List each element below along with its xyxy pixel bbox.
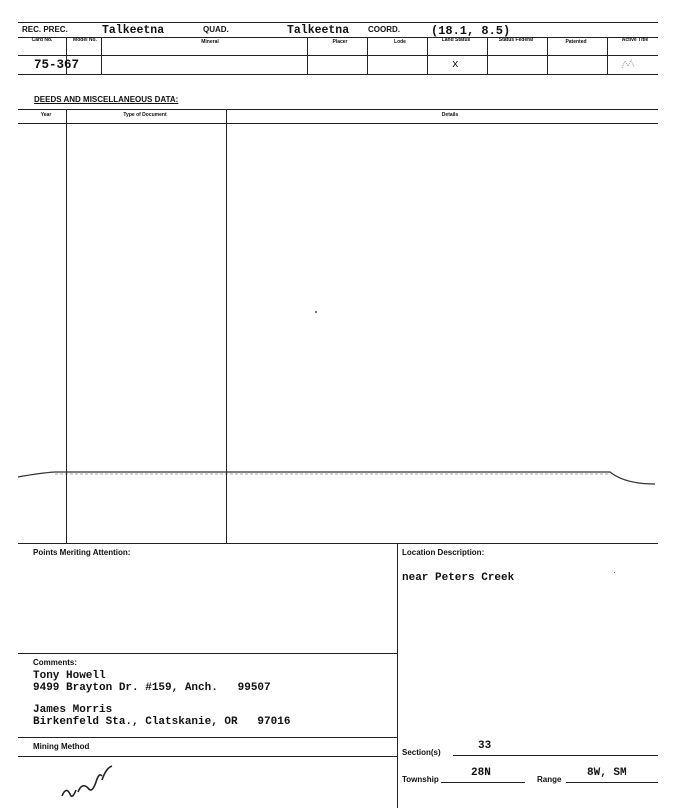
mining-method-label: Mining Method: [33, 742, 90, 751]
col-mineral: Mineral: [201, 39, 219, 45]
range-value: 8W, SM: [587, 767, 627, 779]
col-card-no: Card No.: [31, 37, 53, 43]
location-description-value: near Peters Creek: [402, 572, 515, 584]
deeds-title: DEEDS AND MISCELLANEOUS DATA:: [34, 95, 179, 104]
rec-prec-label: REC. PREC.: [22, 25, 68, 34]
speck: [315, 311, 317, 313]
col-status-federal: Status Federal: [498, 37, 534, 43]
fold-line: [0, 462, 678, 490]
coord-value: (18.1, 8.5): [431, 24, 511, 38]
col-year: Year: [40, 112, 52, 118]
section-label: Section(s): [402, 748, 441, 757]
col-model-no: Model No.: [73, 37, 97, 43]
location-description-label: Location Description:: [402, 548, 485, 557]
col-lode: Lode: [394, 39, 406, 45]
coord-label: COORD.: [368, 25, 400, 34]
handwritten-initials: [58, 756, 118, 806]
quad-value: Talkeetna: [287, 24, 350, 37]
active-title-smudge: [620, 58, 638, 72]
col-patented: Patented: [565, 39, 587, 45]
section-value: 33: [478, 740, 492, 752]
speck: [614, 572, 615, 573]
comment-line-2: 9499 Brayton Dr. #159, Anch. 99507: [33, 682, 271, 694]
land-status-mark: x: [452, 59, 459, 71]
comment-line-4: Birkenfeld Sta., Clatskanie, OR 97016: [33, 716, 291, 728]
col-active-title: Active Title: [621, 37, 649, 43]
township-value: 28N: [471, 767, 491, 779]
comment-line-1: Tony Howell: [33, 670, 106, 682]
township-label: Township: [402, 775, 439, 784]
comment-line-3: James Morris: [33, 704, 113, 716]
points-meriting-attention-label: Points Meriting Attention:: [33, 548, 131, 557]
rec-prec-value: Talkeetna: [102, 24, 165, 37]
range-label: Range: [537, 775, 562, 784]
col-placer: Placer: [332, 39, 348, 45]
quad-label: QUAD.: [203, 25, 229, 34]
col-land-status: Land Status: [441, 37, 471, 43]
col-type-of-document: Type of Document: [123, 112, 167, 118]
card-number-value: 75-367: [34, 58, 80, 72]
col-details: Details: [441, 112, 459, 118]
comments-label: Comments:: [33, 658, 78, 667]
